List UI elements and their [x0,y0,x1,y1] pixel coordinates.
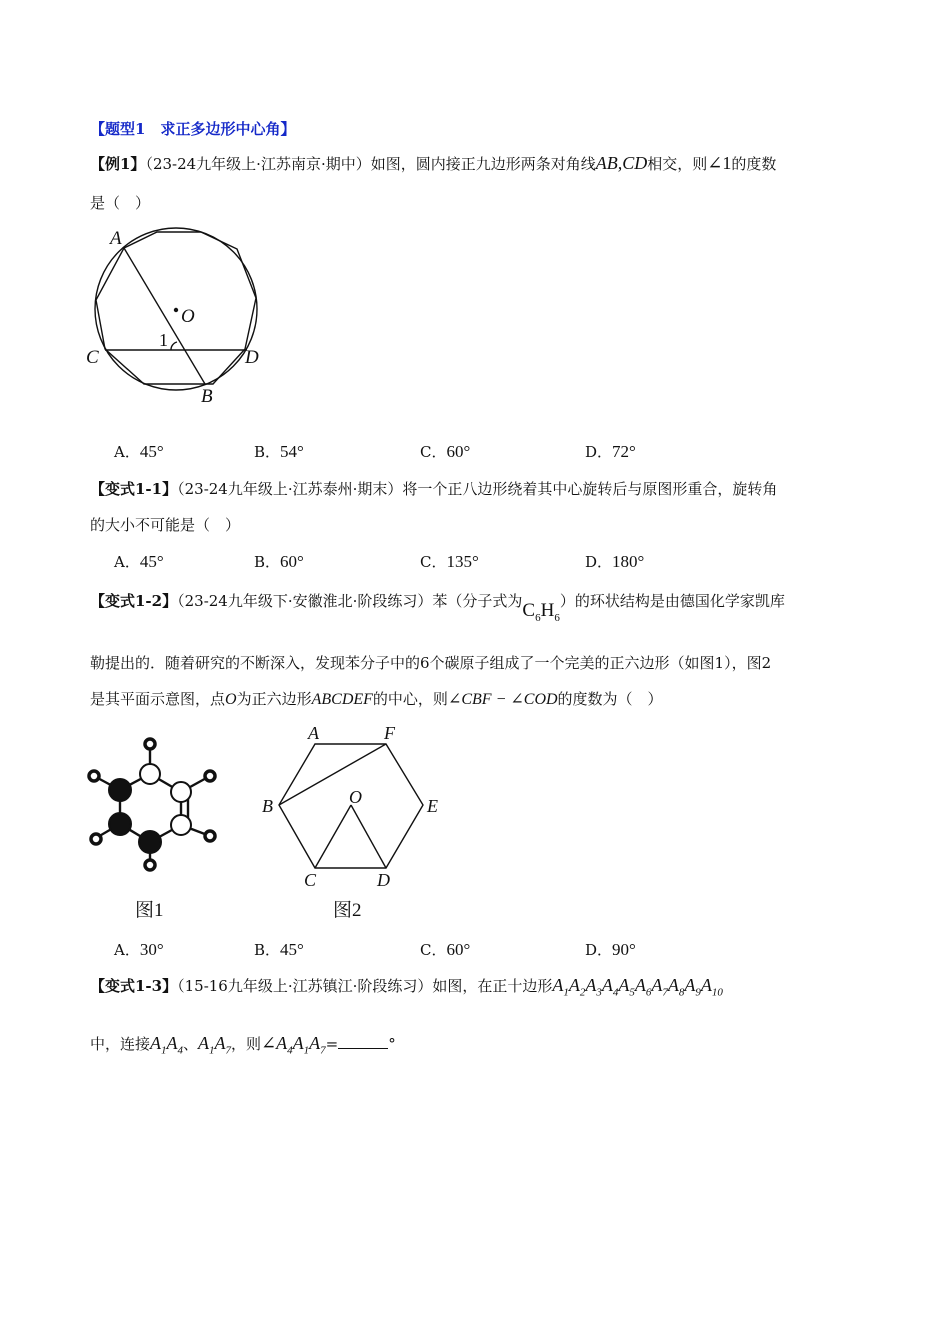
label-f: F [384,723,395,743]
label-a: A [308,723,319,743]
variant-1-2-text-b: ）的环状结构是由德国化学家凯库 [559,592,785,610]
label-c: C [86,347,99,368]
option-value: 72° [612,442,636,461]
variant-1-2-option-a[interactable] [114,939,164,960]
variant-1-2-option-d[interactable] [585,939,636,960]
variant-1-1-line-1 [90,478,777,500]
option-value: 60° [280,552,304,571]
example-1-source: （23-24九年级上·江苏南京·期中） [145,155,371,173]
angle-1: ∠1 [707,153,732,173]
example-1-option-c[interactable] [420,441,470,462]
variant-1-1-tag: 【变式1-1】 [90,480,178,498]
variant-1-1-line-2: 的大小不可能是（ ） [90,516,241,534]
hydrogen-atom [145,860,155,870]
option-value: 45° [139,552,164,571]
hydrogen-atom [145,739,155,749]
example-1-text: 如图，圆内接正九边形两条对角线 [370,155,596,173]
example-1-option-b[interactable] [254,441,304,462]
carbon-atom [139,831,161,853]
hexagon-figure [255,720,455,895]
option-value: 60° [446,940,471,959]
label-e: E [427,796,438,816]
hydrogen-atom [205,771,215,781]
hydrogen-atom [91,834,101,844]
variant-1-2-line-2: 勒提出的．随着研究的不断深入，发现苯分子中的6个碳原子组成了一个完美的正六边形（如图1），图2 [90,654,772,672]
label-1: 1 [159,330,168,350]
variant-1-2-source: （23-24九年级下·安徽淮北·阶段练习） [177,592,433,610]
example-1-text-b: 相交，则 [647,155,708,173]
benzene-figure [80,732,230,892]
option-letter: D． [585,443,613,461]
label-a: A [110,228,122,249]
variant-1-3-line-1 [90,974,723,1004]
segment-a1a7: $A_1A_7$ [198,1033,232,1057]
carbon-atom [171,815,191,835]
math-cd: CD [622,153,648,173]
variant-1-2-option-c[interactable] [420,939,470,960]
figure-2-caption: 图2 [333,900,362,921]
example-1-tag: 【例1】 [90,155,146,173]
nonagon-figure [80,222,280,407]
option-value: 30° [139,940,164,959]
variant-1-2-option-b[interactable] [254,939,304,960]
example-1-text-c: 的度数 [731,155,777,173]
hydrogen-atom [89,771,99,781]
example-1-line-1: 【例1】（23-24九年级上·江苏南京·期中）如图，圆内接正九边形两条对角线AB,CD相交，则∠1的度数 [90,153,777,173]
hexagon-name: ABCDEF [311,691,373,708]
angle-a4a1a7: $\angle A_4A_1A_7$ [261,1033,326,1057]
carbon-atom [171,782,191,802]
segment-oc [315,805,351,868]
carbon-atom [140,764,160,784]
variant-1-1-option-b[interactable] [254,551,304,572]
carbon-atom [109,779,131,801]
variant-1-2-line-3: 是其平面示意图，点O为正六边形ABCDEF的中心，则∠CBF − ∠COD的度数为（ ） [90,690,663,708]
answer-blank[interactable] [338,1034,388,1049]
benzene-formula: $C_6H_6$ [522,600,560,624]
option-letter: C． [420,443,447,461]
variant-1-3-line-2: 中，连接$A_1A_4$、$A_1A_7$，则$\angle A_4A_1A_7=$ ° [90,1033,396,1057]
label-o: O [181,306,195,327]
carbon-atom [109,813,131,835]
option-value: 45° [280,940,304,959]
variant-1-3-tag: 【变式1-3】 [90,977,178,995]
example-1-line-2: 是（ ） [90,194,151,212]
variant-1-1-option-a[interactable] [114,551,164,572]
decagon-name: $A_1A_2A_3A_4A_5A_6A_7A_8A_9A_{10}$ [552,975,723,999]
variant-1-3-text: 如图，在正十边形 [432,977,553,995]
variant-1-1-option-d[interactable] [585,551,644,572]
hydrogen-atom [205,831,215,841]
option-value: 54° [280,442,304,461]
option-letter: B． [254,553,281,571]
center-dot [174,308,178,312]
option-value: 45° [139,442,164,461]
option-value: 90° [612,940,636,959]
option-value: 60° [446,442,471,461]
label-d: D [245,347,259,368]
option-letter: A． [114,443,140,461]
variant-1-1-option-c[interactable] [420,551,479,572]
variant-1-2-text: 苯（分子式为 [432,592,523,610]
segment-bf [279,744,386,805]
label-d: D [377,870,390,890]
label-o: O [349,787,362,807]
option-value: 180° [612,552,645,571]
label-b: B [201,386,213,407]
figure-1-caption: 图1 [135,900,164,921]
segment-od [351,805,386,868]
option-letter: C． [420,553,447,571]
option-letter: D． [585,553,613,571]
example-1-option-a[interactable] [114,441,164,462]
variant-1-2-line-1 [90,590,785,624]
math-ab: AB [595,153,618,173]
variant-1-2-tag: 【变式1-2】 [90,592,178,610]
angle-arc [171,342,177,350]
example-1-option-d[interactable] [585,441,636,462]
variant-1-1-text: 将一个正八边形绕着其中心旋转后与原图形重合，旋转角 [402,480,778,498]
variant-1-3-source: （15-16九年级上·江苏镇江·阶段练习） [177,977,433,995]
label-c: C [304,870,317,890]
section-heading: 【题型1 求正多边形中心角】 [90,120,296,138]
variant-1-1-source: （23-24九年级上·江苏泰州·期末） [177,480,403,498]
option-letter: B． [254,941,281,959]
option-value: 135° [446,552,479,571]
option-letter: D． [585,941,613,959]
segment-a1a4: $A_1A_4$ [150,1033,184,1057]
label-b: B [262,796,273,816]
option-letter: C． [420,941,447,959]
option-letter: A． [114,553,140,571]
angle-expression: ∠CBF − ∠COD [447,691,558,708]
option-letter: B． [254,443,281,461]
point-o: O [225,691,237,708]
option-letter: A． [114,941,140,959]
